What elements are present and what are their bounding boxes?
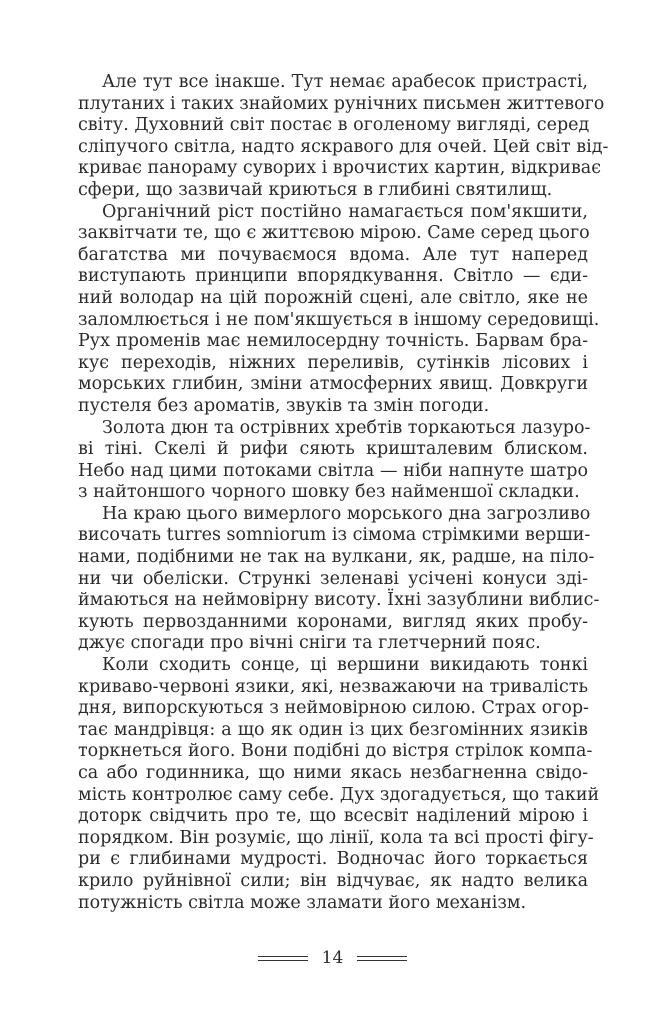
footer-rule-left	[258, 956, 308, 961]
text-line: кує переходів, ніжних переливів, сутінків лісових і	[78, 352, 588, 373]
text-line: багатства ми почуваємося вдома. Але тут наперед	[78, 244, 588, 265]
text-line: ймаються на неймовірну висоту. Їхні зазублини виблис-	[78, 590, 600, 611]
text-line: заломлюється і не пом'якшується в іншому середовищі.	[78, 309, 600, 330]
paragraph	[78, 72, 609, 202]
paragraph	[78, 655, 600, 914]
text-line: ри є глибинами мудрості. Водночас його торкається	[78, 849, 588, 870]
paragraph	[78, 201, 600, 418]
footer-rule-right	[357, 956, 407, 961]
text-line: дня, випорскуються з неймовірною силою. Страх огор-	[78, 698, 589, 719]
text-line: джує спогади про вічні сніги та глетчерний пояс.	[78, 633, 541, 654]
text-line: торкнеться його. Вони подібні до вістря стрілок компа-	[78, 741, 593, 762]
text-line: са або годинника, що ними якась незбагненна свідо-	[78, 763, 588, 783]
text-line: Коли сходить сонце, ці вершини викидають тонкі	[102, 655, 588, 676]
text-line: потужність світла може зламати його механізм.	[78, 892, 527, 913]
page-number: 14	[321, 948, 344, 968]
text-line: виступають принципи впорядкування. Світло — єди-	[78, 266, 588, 287]
text-line: ві тіні. Скелі й рифи сяють кришталевим блиском.	[78, 439, 588, 460]
text-line: пустеля без ароматів, звуків та змін погоди.	[78, 395, 490, 416]
page-footer	[0, 944, 665, 972]
text-line: нами, подібними не так на вулкани, як, радше, на піло-	[78, 547, 595, 568]
text-line: сліпучого світла, надто яскравого для очей. Цей світ від-	[78, 136, 609, 157]
text-line: тає мандрівця: а що як один із цих безгомінних язиків	[78, 719, 588, 740]
text-line: Небо над цими потоками світла — ніби напнуте шатро	[78, 460, 588, 481]
page-body	[78, 72, 609, 914]
text-line: крило руйнівної сили; він відчуває, як надто велика	[78, 870, 588, 891]
text-line: Рух променів має немилосердну точність. Барвам бра-	[78, 331, 588, 352]
text-line: На краю цього вимерлого морського дна загрозливо	[102, 503, 591, 524]
text-line: заквітчати те, що є життєвою мірою. Саме серед цього	[78, 223, 590, 244]
text-line: сфери, що зазвичай криються в глибині святилищ.	[78, 179, 553, 200]
text-line: кують первозданними коронами, вигляд яких пробу-	[78, 611, 588, 632]
text-line: криває панораму суворих і врочистих картин, відкриває	[78, 158, 602, 179]
text-line: ний володар на цій порожній сцені, але світло, яке не	[78, 287, 588, 308]
paragraph	[78, 417, 591, 504]
text-line: височать turres somniorum із сімома стрімкими верши-	[78, 525, 591, 546]
text-line: Але тут все інакше. Тут немає арабесок пристрасті,	[102, 72, 588, 92]
text-line: Золота дюн та острівних хребтів торкаються лазуро-	[102, 417, 591, 438]
text-line: світу. Духовний світ постає в оголеному вигляді, серед	[78, 115, 590, 136]
text-line: порядком. Він розуміє, що лінії, кола та всі прості фігу-	[78, 827, 594, 848]
text-line: ни чи обеліски. Стрункі зеленаві усічені конуси зді-	[78, 568, 588, 589]
paragraph	[78, 503, 600, 655]
text-line: мість контролює саму себе. Дух здогадується, що такий	[78, 784, 600, 805]
text-line: доторк свідчить про те, що всесвіт наділений мірою і	[78, 806, 588, 827]
text-line: з найтоншого чорного шовку без найменшої складки.	[78, 482, 580, 503]
text-line: плутаних і таких знайомих рунічних письмен життевого	[78, 93, 605, 114]
text-line: криваво-червоні язики, які, незважаючи на тривалість	[78, 676, 589, 697]
text-line: морських глибин, зміни атмосферних явищ. Довкруги	[78, 374, 588, 395]
text-line: Органічний ріст постійно намагається пом'якшити,	[102, 201, 588, 222]
